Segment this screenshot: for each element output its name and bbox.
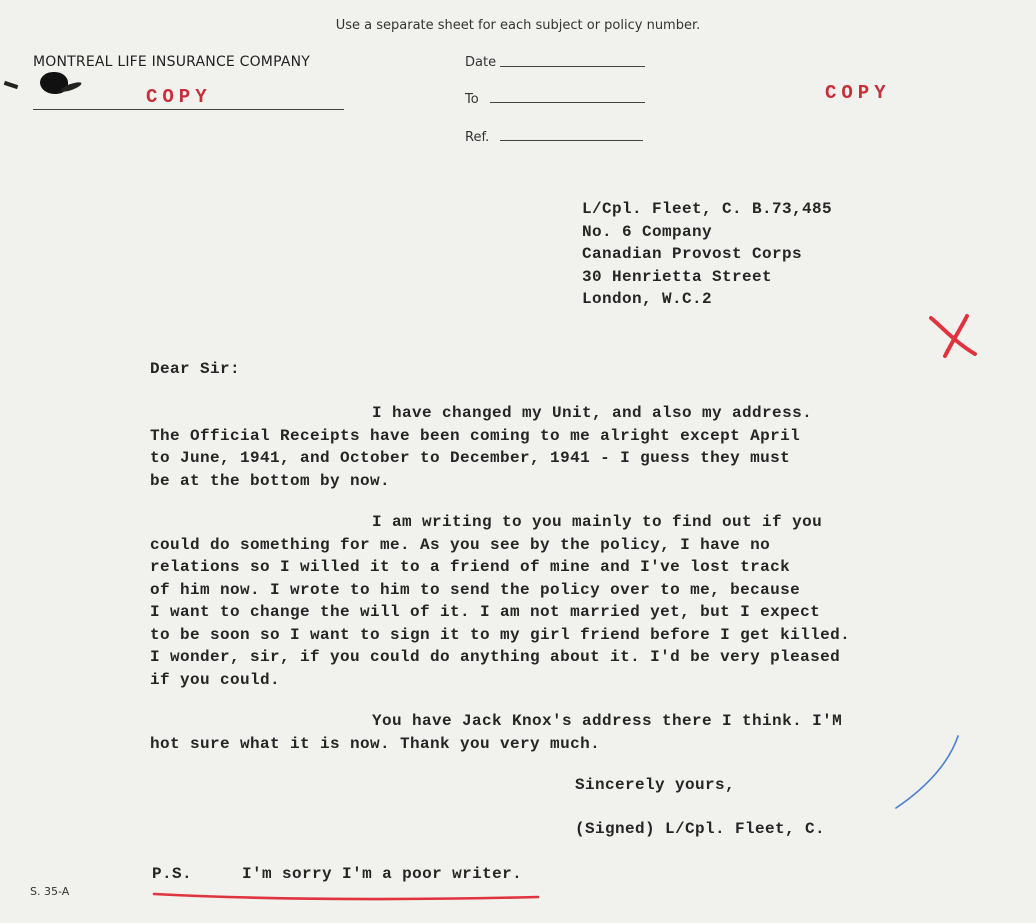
paragraph-line: The Official Receipts have been coming to me alright except April [150,426,801,445]
instruction-text: Use a separate sheet for each subject or policy number. [335,18,701,33]
sender-address [582,198,832,311]
address-line: Canadian Provost Corps [582,245,803,263]
ref-label: Ref. [465,130,490,145]
paragraph-line: if you could. [150,670,281,689]
to-label: To [465,92,479,107]
paragraph-line: I am writing to you mainly to find out if you [372,513,823,531]
date-label: Date [465,55,497,70]
paragraph-line: hot sure what it is now. Thank you very much. [150,735,601,753]
red-underline-mark [150,888,550,904]
paragraph-3 [150,710,842,756]
red-x-mark [925,310,985,360]
paragraph-line: could do something for me. As you see by the policy, I have no [150,535,771,554]
postscript [152,865,522,883]
paragraph-line: I wonder, sir, if you could do anything about it. I'd be very pleased [150,648,841,666]
paragraph-line: of him now. I wrote to him to send the policy over to me, because [150,580,801,599]
closing: Sincerely yours, [575,776,736,794]
paragraph-line: be at the bottom by now. [150,471,391,490]
signature: (Signed) L/Cpl. Fleet, C. [575,820,826,838]
ink-dash-mark [4,81,19,89]
blue-pen-stroke [890,730,965,815]
paragraph-line: I want to change the will of it. I am not married yet, but I expect [150,603,821,621]
paragraph-line: You have Jack Knox's address there I think. I'M [372,712,843,730]
paragraph-line: I have changed my Unit, and also my address. [372,404,813,422]
address-line: L/Cpl. Fleet, C. B.73,485 [582,200,833,218]
address-line: 30 Henrietta Street [582,267,773,286]
address-line: No. 6 Company [582,222,713,241]
company-underline [33,109,344,110]
address-line: London, W.C.2 [582,290,713,308]
company-name: MONTREAL LIFE INSURANCE COMPANY [33,54,311,70]
paragraph-2 [150,511,850,691]
paragraph-line: to be soon so I want to sign it to my girl friend before I get killed. [150,625,851,644]
salutation: Dear Sir: [150,360,241,378]
paragraph-line: to June, 1941, and October to December, 1941 - I guess they must [150,449,791,467]
postscript-label: P.S. [152,865,193,883]
form-code: S. 35-A [30,885,70,898]
paragraph-1 [150,402,812,492]
postscript-text: I'm sorry I'm a poor writer. [242,865,523,883]
copy-stamp-left: COPY [146,86,212,108]
date-line [500,66,645,67]
ref-line [500,140,643,141]
paragraph-line: relations so I willed it to a friend of mine and I've lost track [150,558,791,576]
to-line [490,102,645,103]
copy-stamp-right: COPY [825,82,891,104]
